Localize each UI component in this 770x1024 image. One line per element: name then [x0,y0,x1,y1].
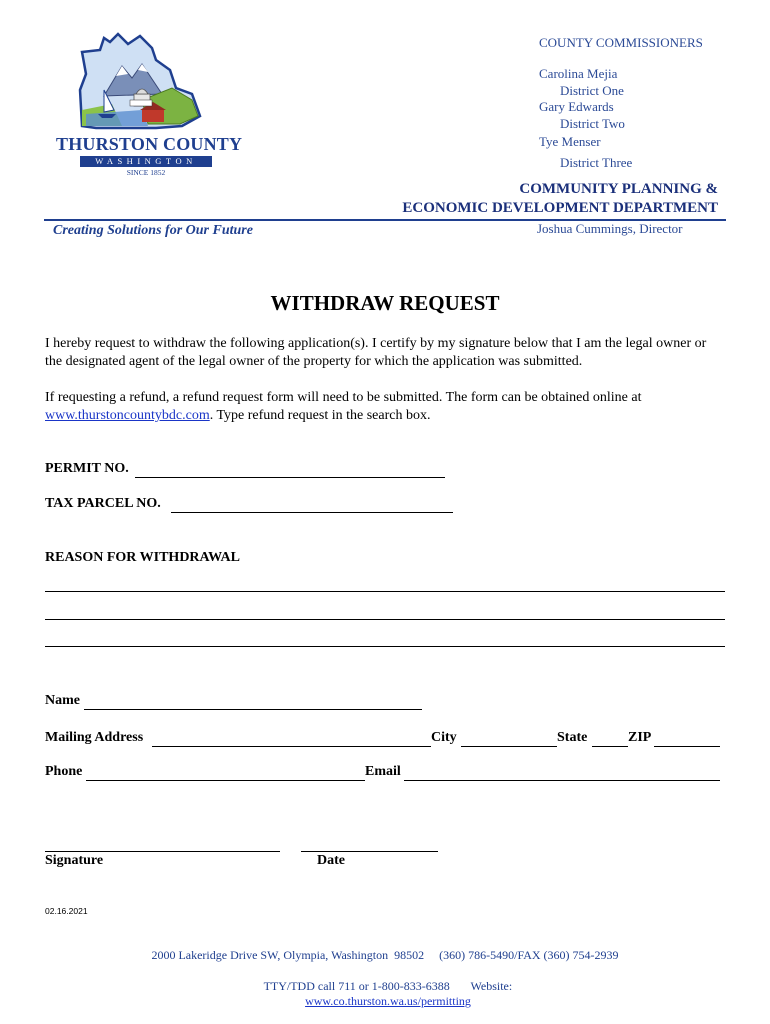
reason-field-line[interactable] [45,619,725,620]
signature-field[interactable] [45,851,280,852]
address-label: Mailing Address [45,730,144,745]
phone-field[interactable] [86,780,365,781]
commissioner-district: District Two [560,115,625,131]
footer-tty: TTY/TDD call 711 or 1-800-833-6388 Website: [263,979,513,993]
commissioner-district: District One [560,82,624,98]
reason-field-line[interactable] [45,591,725,592]
city-field[interactable] [461,746,557,747]
email-field[interactable] [404,780,720,781]
name-field[interactable] [84,709,422,710]
zip-label: ZIP [628,730,652,745]
state-label: State [557,730,588,745]
reason-label: REASON FOR WITHDRAWAL [45,550,240,565]
certification-paragraph: I hereby request to withdraw the following application(s). I certify by my signature below that I am the legal owner or the designated agent of the legal owner of the property for which the application was submitted. [45,336,707,369]
commissioner-name: Carolina Mejia [539,66,618,81]
parcel-label: TAX PARCEL NO. [45,496,161,511]
signature-label: Signature [45,853,104,868]
bdc-website-link[interactable]: www.thurstoncountybdc.com [45,408,210,423]
page-title: WITHDRAW REQUEST [270,291,500,315]
address-field[interactable] [152,746,431,747]
name-label: Name [45,693,80,708]
parcel-field[interactable] [171,512,453,513]
commissioner-district: District Three [560,154,633,170]
footer-address: 2000 Lakeridge Drive SW, Olympia, Washington 98502 (360) 786-5490/FAX (360) 754-2939 [151,948,619,962]
commissioners-title: COUNTY COMMISSIONERS [539,35,703,50]
state-field[interactable] [592,746,628,747]
director: Joshua Cummings, Director [537,221,683,236]
county-map-icon [52,30,247,140]
permit-label: PERMIT NO. [45,461,129,476]
phone-label: Phone [45,764,83,779]
reason-field-line[interactable] [45,646,725,647]
zip-field[interactable] [654,746,720,747]
city-label: City [431,730,457,745]
county-logo [52,30,247,180]
revision-date: 02.16.2021 [45,906,88,916]
commissioners-list [539,66,739,171]
logo-since: SINCE 1852 [126,168,166,177]
permit-field[interactable] [135,477,445,478]
date-label: Date [317,853,345,868]
logo-county-name: THURSTON COUNTY [56,134,243,154]
permitting-website-link[interactable]: www.co.thurston.wa.us/permitting [305,994,471,1008]
logo-state-name: WASHINGTON [95,156,197,166]
email-label: Email [365,764,401,779]
department-line1: COMMUNITY PLANNING & [519,181,718,197]
refund-text: If requesting a refund, a refund request form will need to be submitted. The form can be obtained online at [45,390,642,405]
department-line2: ECONOMIC DEVELOPMENT DEPARTMENT [402,200,718,216]
refund-paragraph [45,389,715,425]
commissioner-name: Tye Menser [539,134,601,149]
date-field[interactable] [301,851,438,852]
footer-contact [0,964,770,1009]
tagline: Creating Solutions for Our Future [53,223,253,238]
commissioner-name: Gary Edwards [539,99,614,114]
refund-text-end: . Type refund request in the search box. [209,408,431,423]
